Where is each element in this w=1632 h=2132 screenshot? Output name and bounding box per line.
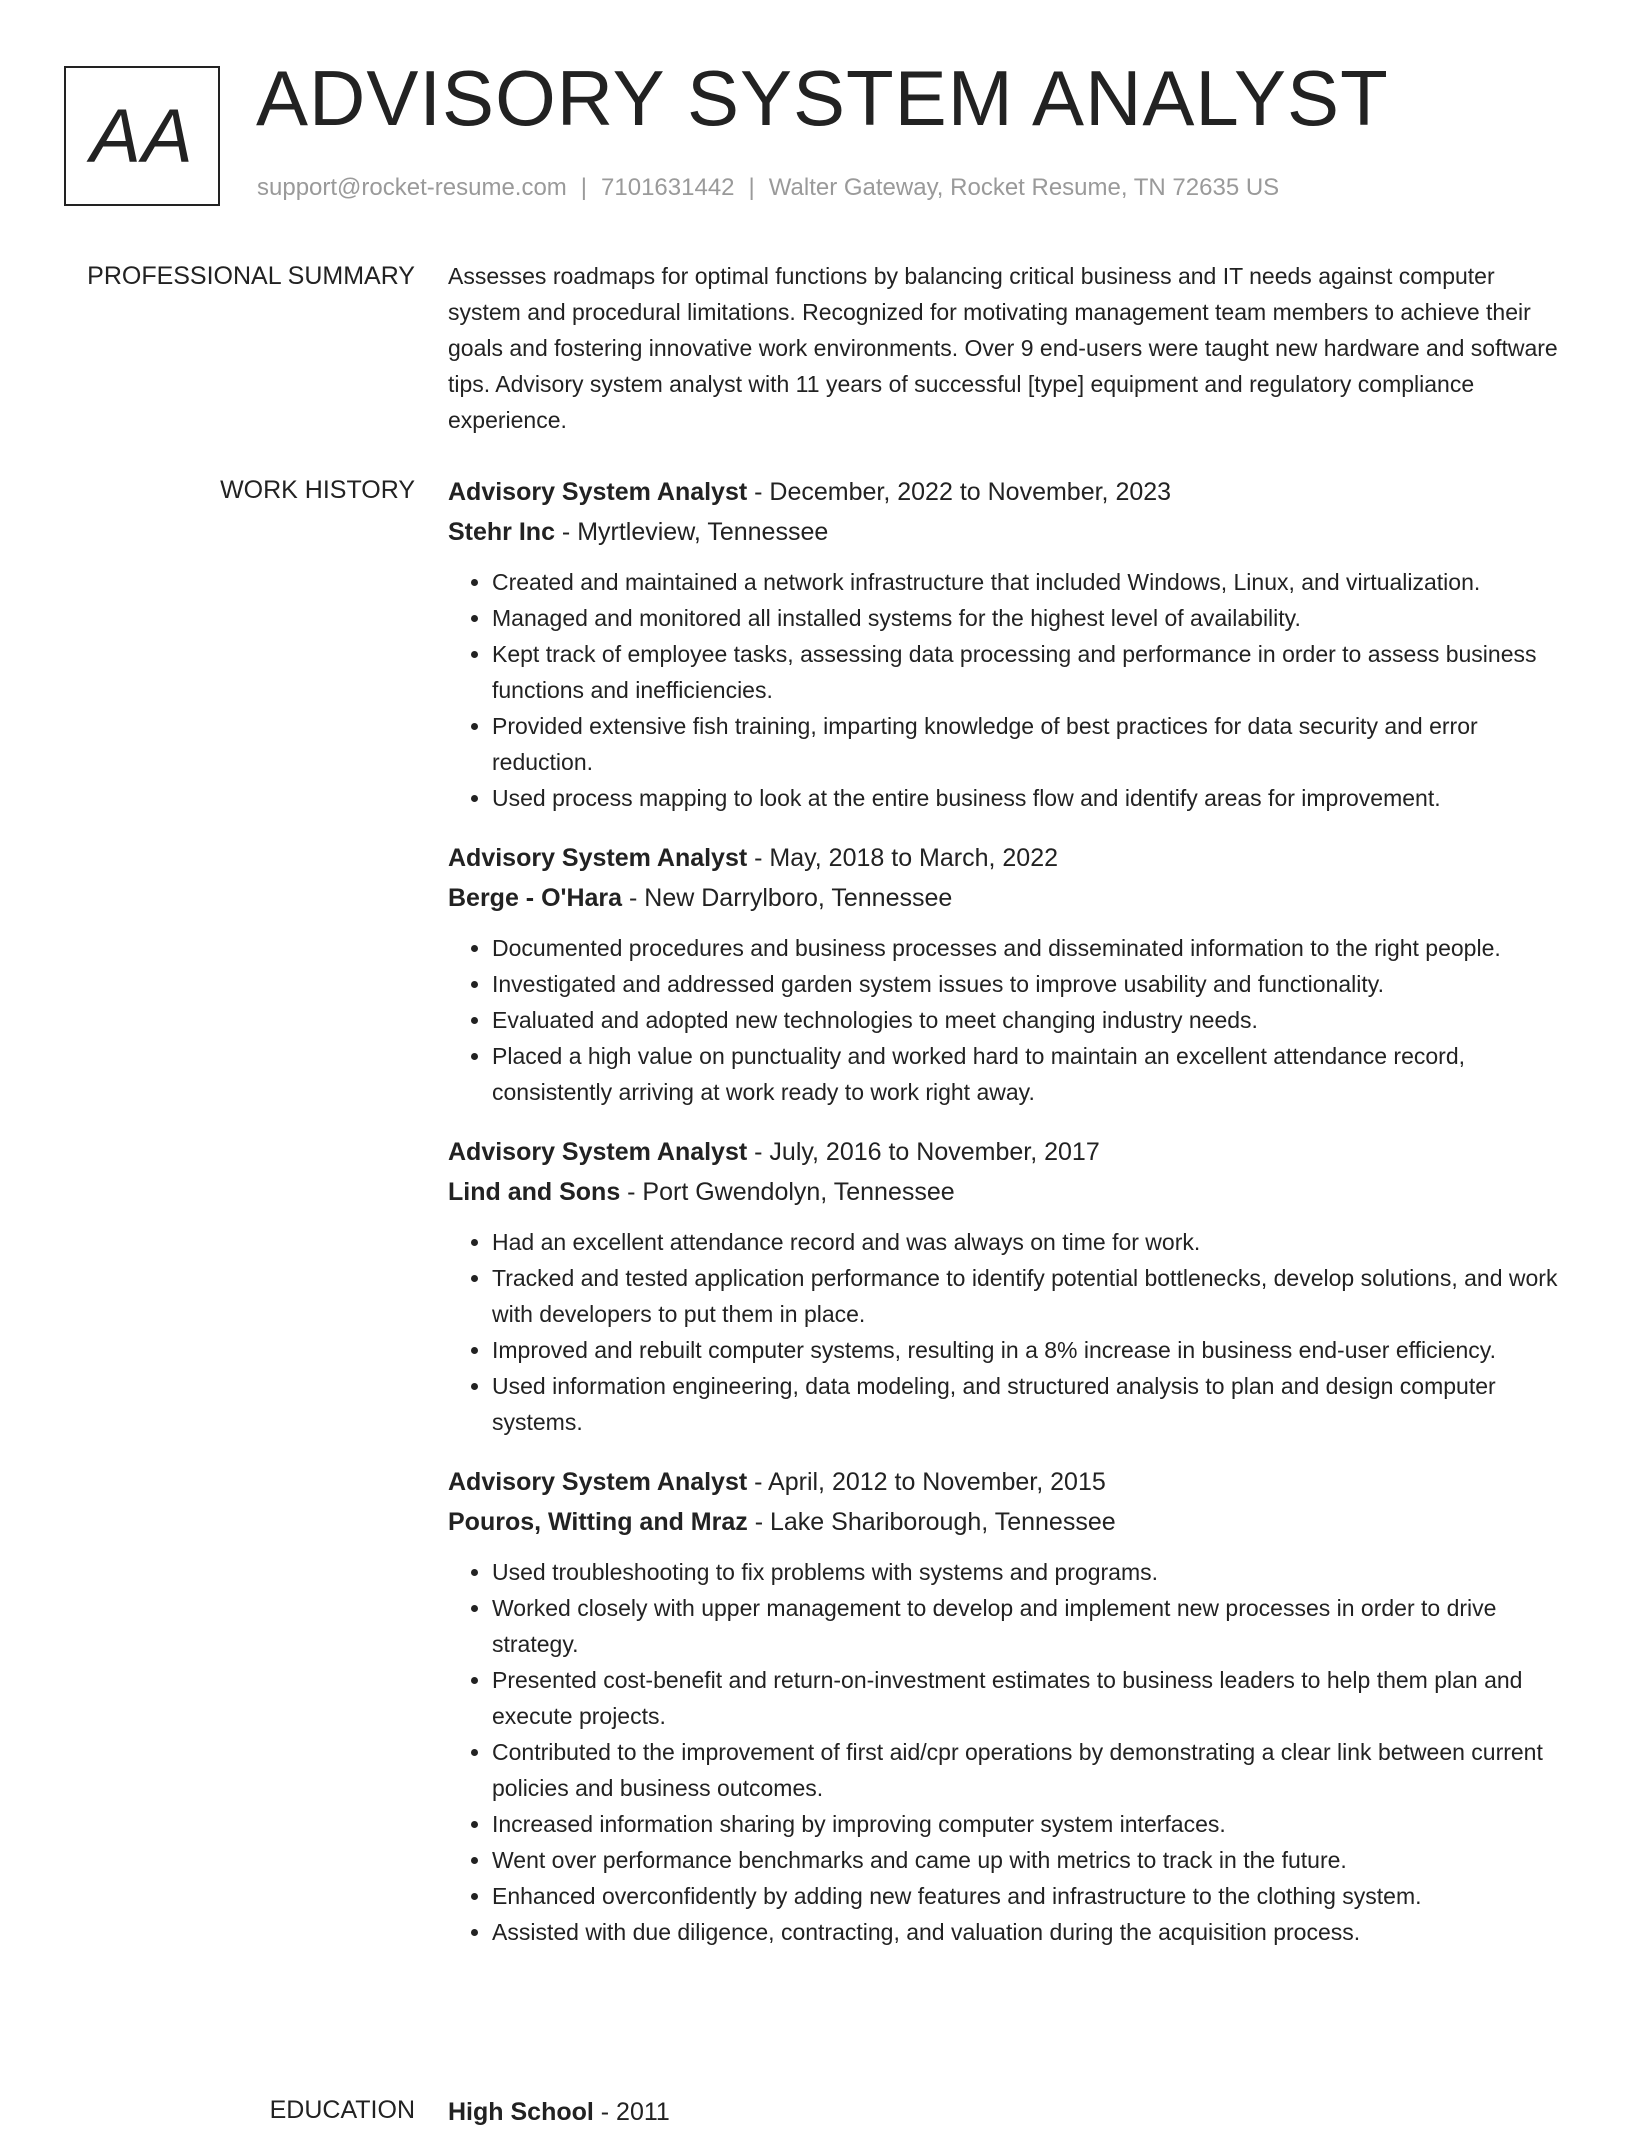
job-bullet-list — [448, 930, 1568, 1110]
job-title-line — [448, 1132, 1568, 1172]
job-company: Berge - O'Hara — [448, 884, 623, 912]
job-dates: - December, 2022 to November, 2023 — [747, 478, 1172, 506]
job-bullet: • Investigated and addressed garden system issues to improve usability and functionality. — [492, 966, 1568, 1002]
job-bullet: • Used process mapping to look at the entire business flow and identify areas for improvement. — [492, 780, 1568, 816]
contact-line — [257, 174, 1279, 202]
job-dates: - May, 2018 to March, 2022 — [747, 844, 1059, 872]
job-bullet: • Tracked and tested application performance to identify potential bottlenecks, develop solutions, and work with developers to put them in place. — [492, 1260, 1568, 1332]
job-bullet: • Worked closely with upper management to develop and implement new processes in order to drive strategy. — [492, 1590, 1568, 1662]
summary-text: Assesses roadmaps for optimal functions by balancing critical business and IT needs against computer system and procedural limitations. Recognized for motivating management team members to achieve their goals and fostering innovative work environments. Over 9 end-users were taught new hardware and software tips. Advisory system analyst with 11 years of successful [type] equipment and regulatory compliance experience. — [448, 263, 1558, 433]
job-bullet: • Kept track of employee tasks, assessing data processing and performance in order to assess business functions and inefficiencies. — [492, 636, 1568, 708]
contact-separator: | — [748, 174, 755, 201]
monogram-badge — [64, 66, 220, 206]
contact-separator: | — [580, 174, 588, 201]
contact-phone: 7101631442 — [601, 174, 735, 201]
job-title: Advisory System Analyst — [448, 1138, 748, 1166]
job-dates: - April, 2012 to November, 2015 — [747, 1468, 1106, 1496]
job-company-line — [448, 512, 1568, 552]
education-label: EDUCATION — [269, 2096, 415, 2124]
job-company: Lind and Sons — [448, 1178, 621, 1206]
job-bullet: • Created and maintained a network infrastructure that included Windows, Linux, and virtualization. — [492, 564, 1568, 600]
job-bullet: • Had an excellent attendance record and was always on time for work. — [492, 1224, 1568, 1260]
job-company-line — [448, 1502, 1568, 1542]
job-bullet: • Managed and monitored all installed systems for the highest level of availability. — [492, 600, 1568, 636]
job-entry — [448, 1132, 1568, 1440]
education-body — [448, 2092, 1568, 2132]
job-bullet: • Documented procedures and business processes and disseminated information to the right people. — [492, 930, 1568, 966]
education-degree: High School — [448, 2098, 594, 2126]
job-title: Advisory System Analyst — [448, 478, 748, 506]
monogram-initials: AA — [90, 93, 194, 179]
job-bullet: • Contributed to the improvement of first aid/cpr operations by demonstrating a clear link between current policies and business outcomes. — [492, 1734, 1568, 1806]
job-title-line — [448, 838, 1568, 878]
job-title-line — [448, 472, 1568, 512]
education-year: - 2011 — [593, 2098, 670, 2126]
job-bullet: • Presented cost-benefit and return-on-investment estimates to business leaders to help them plan and execute projects. — [492, 1662, 1568, 1734]
job-company: Pouros, Witting and Mraz — [448, 1508, 748, 1536]
job-company: Stehr Inc — [448, 518, 555, 546]
job-bullet: • Went over performance benchmarks and came up with metrics to track in the future. — [492, 1842, 1568, 1878]
job-bullet: • Provided extensive fish training, imparting knowledge of best practices for data security and error reduction. — [492, 708, 1568, 780]
job-company-line — [448, 878, 1568, 918]
job-bullet: • Improved and rebuilt computer systems, resulting in a 8% increase in business end-user efficiency. — [492, 1332, 1568, 1368]
job-bullet-list — [448, 564, 1568, 816]
job-bullet: • Used troubleshooting to fix problems with systems and programs. — [492, 1554, 1568, 1590]
job-location: - New Darrylboro, Tennessee — [622, 884, 953, 912]
summary-body — [448, 258, 1568, 438]
job-bullet-list — [448, 1224, 1568, 1440]
job-bullet: • Used information engineering, data modeling, and structured analysis to plan and design computer systems. — [492, 1368, 1568, 1440]
job-location: - Port Gwendolyn, Tennessee — [620, 1178, 955, 1206]
contact-address: Walter Gateway, Rocket Resume, TN 72635 US — [768, 174, 1280, 201]
job-company-line — [448, 1172, 1568, 1212]
job-entry — [448, 1462, 1568, 1950]
job-bullet-list — [448, 1554, 1568, 1950]
job-bullet: • Placed a high value on punctuality and worked hard to maintain an excellent attendance record, consistently arriving at work ready to work right away. — [492, 1038, 1568, 1110]
job-location: - Myrtleview, Tennessee — [554, 518, 829, 546]
job-bullet: • Evaluated and adopted new technologies to meet changing industry needs. — [492, 1002, 1568, 1038]
job-dates: - July, 2016 to November, 2017 — [747, 1138, 1100, 1166]
job-entry — [448, 838, 1568, 1110]
job-location: - Lake Shariborough, Tennessee — [747, 1508, 1116, 1536]
job-bullet: • Enhanced overconfidently by adding new features and infrastructure to the clothing system. — [492, 1878, 1568, 1914]
contact-email: support@rocket-resume.com — [257, 174, 567, 201]
page-title: ADVISORY SYSTEM ANALYST — [256, 54, 1389, 142]
job-title: Advisory System Analyst — [448, 1468, 748, 1496]
work-history-label: WORK HISTORY — [220, 476, 415, 504]
job-bullet: • Increased information sharing by improving computer system interfaces. — [492, 1806, 1568, 1842]
work-history-body — [448, 472, 1568, 1972]
education-entry — [448, 2092, 1568, 2132]
job-entry — [448, 472, 1568, 816]
job-title-line — [448, 1462, 1568, 1502]
summary-label: PROFESSIONAL SUMMARY — [87, 262, 415, 290]
job-bullet: • Assisted with due diligence, contracting, and valuation during the acquisition process. — [492, 1914, 1568, 1950]
job-title: Advisory System Analyst — [448, 844, 748, 872]
